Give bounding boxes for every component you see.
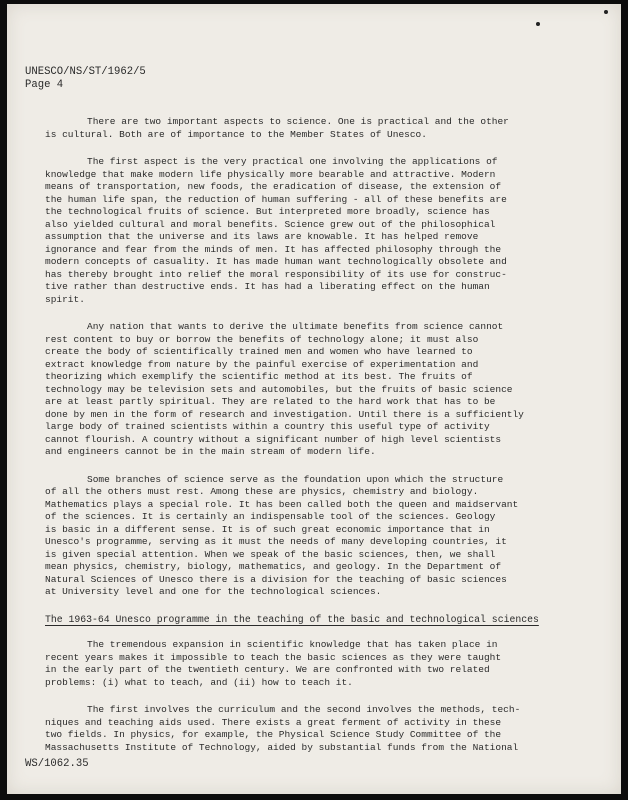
text-line: means of transportation, new foods, the eradication of disease, the extension of: [45, 181, 502, 192]
text-line: Any nation that wants to derive the ultimate benefits from science cannot: [87, 321, 504, 332]
text-line: Massachusetts Institute of Technology, aided by substantial funds from the National: [45, 741, 519, 753]
text-line: recent years makes it impossible to teach the basic sciences as they were taught: [45, 651, 502, 663]
body-section-2: [45, 639, 575, 754]
document-body: [45, 116, 575, 769]
text-line: assumption that the universe and its laws are knowable. It has helped remove: [45, 231, 479, 242]
text-line: the technological fruits of science. But interpreted more broadly, science has: [45, 206, 490, 217]
text-line: Natural Sciences of Unesco there is a division for the teaching of basic sciences: [45, 573, 507, 585]
text-line: the human life span, the reduction of human suffering - all of these benefits are: [45, 193, 507, 205]
text-line: cannot flourish. A country without a significant number of high level scientists: [45, 433, 502, 445]
paragraph: [45, 156, 575, 306]
punch-mark: [536, 22, 540, 26]
text-line: Mathematics plays a special role. It has been called both the queen and maidservant: [45, 498, 519, 510]
page-number: Page 4: [25, 79, 64, 91]
text-line: and engineers cannot be in the main stream of modern life.: [45, 446, 376, 457]
text-line: niques and teaching aids used. There exists a great ferment of activity in these: [45, 716, 502, 728]
text-line: large body of trained scientists within a country this useful type of activity: [45, 421, 490, 432]
text-line: Some branches of science serve as the foundation upon which the structure: [87, 473, 504, 485]
text-line: The first involves the curriculum and the second involves the methods, tech-: [87, 704, 521, 715]
document-header: [25, 66, 146, 92]
document-footer-code: WS/1062.35: [25, 758, 89, 770]
text-line: in the early part of the twentieth century. We are confronted with two related: [45, 664, 490, 675]
text-line: problems: (i) what to teach, and (ii) how to teach it.: [45, 676, 353, 688]
text-line: technology may be television sets and automobiles, but the fruits of basic science: [45, 383, 513, 395]
text-line: extract knowledge from nature by the painful exercise of experimentation and: [45, 358, 479, 370]
text-line: are at least partly spiritual. They are related to the hard work that has to be: [45, 396, 496, 407]
text-line: tive rather than destructive ends. It has had a liberating effect on the human: [45, 281, 490, 292]
text-line: Unesco's programme, serving as it must the needs of many developing countries, it: [45, 536, 507, 547]
text-line: spirit.: [45, 293, 85, 305]
text-line: at University level and one for the technological sciences.: [45, 586, 382, 597]
text-line: theorizing which exemplify the scientific method at its best. The fruits of: [45, 371, 473, 382]
paragraph: [45, 116, 575, 141]
punch-mark: [604, 10, 608, 14]
text-line: is basic in a different sense. It is of such great economic importance that in: [45, 523, 490, 535]
text-line: knowledge that make modern life physically more bearable and attractive. Modern: [45, 168, 496, 180]
text-line: of the sciences. It is certainly an indispensable tool of the sciences. Geology: [45, 511, 496, 522]
text-line: has thereby brought into relief the moral responsibility of its use for construc-: [45, 268, 507, 280]
text-line: create the body of scientifically trained men and women who have learned to: [45, 346, 473, 357]
paragraph: [45, 321, 575, 459]
document-reference: UNESCO/NS/ST/1962/5: [25, 66, 146, 78]
text-line: ignorance and fear from the minds of men. It has affected philosophy through the: [45, 243, 502, 255]
paragraph: [45, 639, 575, 689]
text-line: mean physics, chemistry, biology, mathematics, and geology. In the Department of: [45, 561, 502, 572]
text-line: modern concepts of casuality. It has made human want technologically obsolete and: [45, 256, 507, 267]
text-line: of all the others must rest. Among these are physics, chemistry and biology.: [45, 486, 479, 497]
text-line: The first aspect is the very practical one involving the applications of: [87, 156, 498, 167]
paragraph: [45, 704, 575, 754]
text-line: done by men in the form of research and investigation. Until there is a sufficiently: [45, 408, 524, 420]
body-section-1: [45, 116, 575, 599]
text-line: rest content to buy or borrow the benefits of technology alone; it must also: [45, 333, 479, 345]
paragraph: [45, 474, 575, 599]
section-heading: The 1963-64 Unesco programme in the teaching of the basic and technological sciences: [45, 613, 539, 625]
text-line: also yielded cultural and moral benefits. Science grew out of the philosophical: [45, 218, 496, 230]
text-line: is cultural. Both are of importance to the Member States of Unesco.: [45, 128, 427, 140]
text-line: two fields. In physics, for example, the Physical Science Study Committee of the: [45, 729, 502, 740]
text-line: The tremendous expansion in scientific knowledge that has taken place in: [87, 639, 498, 650]
text-line: is given special attention. When we speak of the basic sciences, then, we shall: [45, 548, 496, 560]
text-line: There are two important aspects to science. One is practical and the other: [87, 116, 509, 127]
